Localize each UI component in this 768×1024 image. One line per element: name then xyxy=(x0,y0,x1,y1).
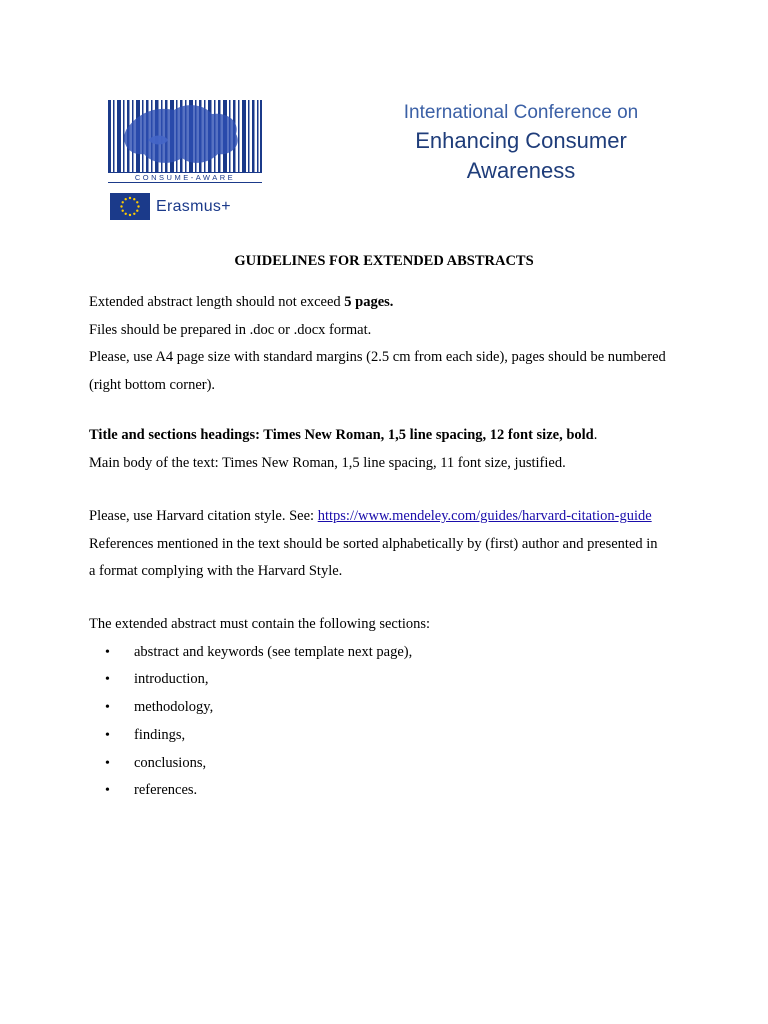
harvard-citation-link[interactable]: https://www.mendeley.com/guides/harvard-citation-guide xyxy=(317,508,652,524)
erasmus-logo xyxy=(110,193,231,220)
eu-flag-icon xyxy=(110,193,150,220)
barcode-europe-map-icon xyxy=(108,100,262,172)
conference-title-line2: Enhancing Consumer xyxy=(415,128,627,153)
citation-rule xyxy=(89,503,689,531)
conference-title-line3: Awareness xyxy=(466,158,576,183)
body-rule: Main body of the text: Times New Roman, 1,5 line spacing, 11 font size, justified. xyxy=(89,454,566,471)
consume-aware-logo xyxy=(108,100,264,183)
page-rule-line1: Please, use A4 page size with standard margins (2.5 cm from each side), pages should be numbered xyxy=(89,349,666,365)
conference-title xyxy=(380,100,662,186)
sections-list xyxy=(89,639,689,806)
length-format-paragraph xyxy=(89,289,689,399)
page-rule-line2: (right bottom corner). xyxy=(89,376,216,393)
list-item: • methodology, xyxy=(89,694,689,722)
list-item: • introduction, xyxy=(89,666,689,694)
brand-label: CONSUME-AWARE xyxy=(108,172,262,183)
sections-paragraph xyxy=(89,611,689,805)
length-rule-text: Extended abstract length should not exceed xyxy=(89,294,345,310)
list-item: • abstract and keywords (see template next page), xyxy=(89,639,689,667)
format-rule: Files should be prepared in .doc or .docx format. xyxy=(89,321,372,338)
headings-rule xyxy=(89,422,689,450)
headings-rule-end: . xyxy=(593,427,598,443)
length-rule xyxy=(89,289,689,317)
references-rule-line2: a format complying with the Harvard Style. xyxy=(89,563,343,579)
headings-rule-bold: Title and sections headings: Times New Roman, 1,5 line spacing, 12 font size, bold xyxy=(89,427,594,443)
erasmus-label: Erasmus+ xyxy=(156,197,231,215)
document-heading: GUIDELINES FOR EXTENDED ABSTRACTS xyxy=(234,253,534,269)
sections-intro: The extended abstract must contain the following sections: xyxy=(89,616,431,632)
list-item: • findings, xyxy=(89,722,689,750)
citation-paragraph xyxy=(89,503,689,586)
length-rule-value: 5 pages. xyxy=(344,294,394,310)
list-item: • references. xyxy=(89,777,689,805)
font-rules-paragraph xyxy=(89,422,689,477)
references-rule-line1: References mentioned in the text should be sorted alphabetically by (first) author and presented in xyxy=(89,535,658,552)
conference-title-line1: International Conference on xyxy=(403,102,639,123)
list-item: • conclusions, xyxy=(89,750,689,778)
citation-rule-text: Please, use Harvard citation style. See: xyxy=(89,508,318,524)
